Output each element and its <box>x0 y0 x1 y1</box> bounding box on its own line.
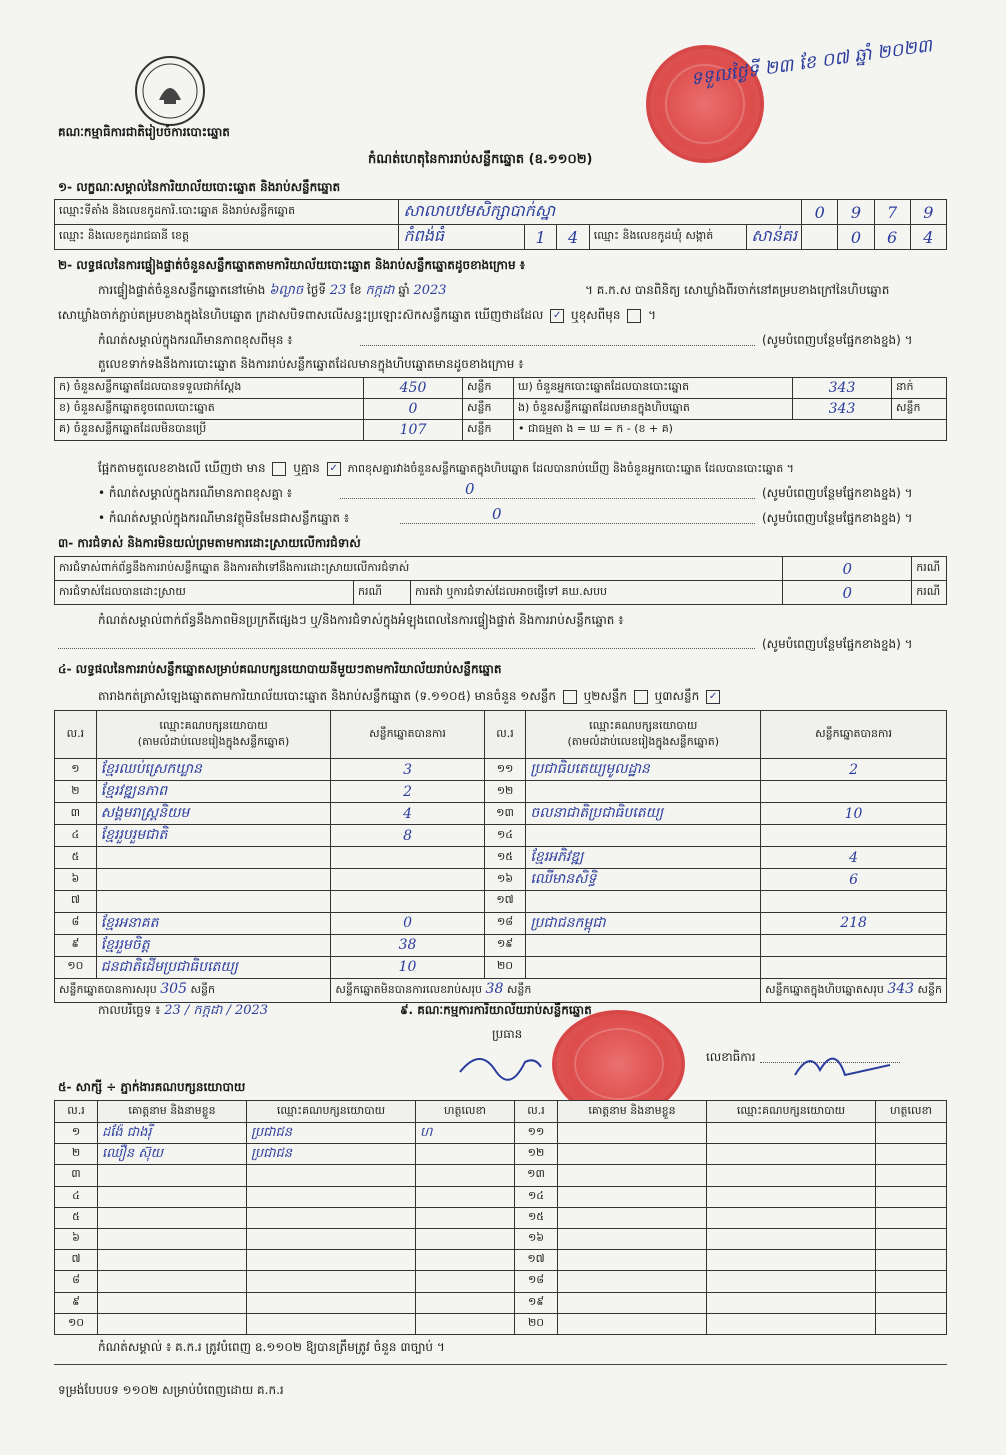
party-name <box>96 847 331 869</box>
diff-note-field[interactable] <box>360 345 755 346</box>
party-name <box>526 781 761 803</box>
witness-signature: ហ <box>416 1123 515 1144</box>
party-name: សង្គមរាស្ត្រនិយម <box>96 803 331 825</box>
witness-party <box>247 1250 416 1271</box>
form-note: ទម្រង់បែបបទ ១១០២ សម្រាប់បំពេញដោយ គ.ក.រ <box>58 1383 284 1397</box>
witness-row <box>55 1313 947 1334</box>
party-number: ១ <box>55 759 97 781</box>
witness-signature <box>876 1123 947 1144</box>
party-name <box>96 869 331 891</box>
result-row <box>55 825 947 847</box>
witness-signature <box>876 1165 947 1186</box>
party-name <box>526 891 761 913</box>
date-line: កាលបរិច្ឆេទ ៖ 23 / កក្កដា / 2023 <box>98 1003 269 1018</box>
party-name <box>526 825 761 847</box>
witness-name <box>558 1292 707 1313</box>
location-label: ឈ្មោះទីតាំង និងលេខកូដការិ.បោះឆ្នោត និងរាប់សន្លឹកឆ្នោត <box>55 200 399 225</box>
forwarded-count: 0 <box>783 581 912 605</box>
commune-digit: 6 <box>874 225 910 250</box>
stat-e-value: 343 <box>793 399 892 420</box>
witness-name <box>98 1228 247 1249</box>
witness-party <box>247 1207 416 1228</box>
witness-party <box>707 1313 876 1334</box>
province-value: កំពង់ធំ <box>399 225 525 250</box>
witness-signature <box>416 1207 515 1228</box>
witness-party <box>707 1228 876 1249</box>
party-votes <box>761 934 947 956</box>
stat-d-label: ឃ) ចំនួនអ្នកបោះឆ្នោតដែលបានបោះឆ្នោត <box>514 378 793 399</box>
witness-party <box>707 1123 876 1144</box>
verify-day: 23 <box>329 283 347 298</box>
result-row <box>55 803 947 825</box>
witness-party: ប្រជាជន <box>247 1123 416 1144</box>
witness-party <box>247 1313 416 1334</box>
one-sheet-checkbox[interactable] <box>563 690 577 704</box>
secretary-label: លេខាធិការ <box>706 1050 756 1064</box>
verify-line: ការផ្ទៀងផ្ទាត់ចំនួនសន្លឹកឆ្នោតនៅម៉ោង ៦ល្ងាច ថ្ងៃទី 23 ខែ កក្កដា ឆ្នាំ 2023 <box>98 283 447 298</box>
commune-value: សាន់គរ <box>747 225 802 250</box>
result-row <box>55 847 947 869</box>
verify-year: 2023 <box>413 283 447 298</box>
section2-heading: ២- លទ្ធផលនៃការផ្ទៀងផ្ទាត់ចំនួនសន្លឹកឆ្នោតតាមការិយាល័យបោះឆ្នោត និងរាប់សន្លឹកឆ្នោតដូចខាងក្រោម ៖ <box>58 258 526 272</box>
has-diff-checkbox[interactable] <box>272 462 286 476</box>
party-number: ១៤ <box>484 825 526 847</box>
footnote: កំណត់សម្គាល់ ៖ គ.ក.រ ត្រូវបំពេញ ឧ.១១០២ ឱ្យបានត្រឹមត្រូវ ចំនួន ៣ច្បាប់ ។ <box>98 1340 445 1354</box>
witness-number: ១១ <box>515 1123 558 1144</box>
party-name: ប្រជាធិបតេយ្យមូលដ្ឋាន <box>526 759 761 781</box>
party-name: ខ្មែរវឌ្ឍនភាព <box>96 781 331 803</box>
party-number: ១៥ <box>484 847 526 869</box>
party-votes <box>761 956 947 978</box>
witness-number: ១៨ <box>515 1271 558 1292</box>
witness-name <box>98 1250 247 1271</box>
commune-digit: 4 <box>910 225 946 250</box>
diff-note-label: កំណត់សម្គាល់ក្នុងករណីមានភាពខុសពីមុន ៖ <box>98 333 293 347</box>
received-note: ទទួលថ្ងៃទី ២៣ ខែ ០៧ ឆ្នាំ ២០២៣ <box>689 35 934 90</box>
document-page: គណៈកម្មាធិការជាតិរៀបចំការបោះឆ្នោត កំណត់ហេតុនៃការរាប់សន្លឹកឆ្នោត (ឧ.១១០២) ទទួលថ្ងៃទី ២៣ ខែ ០៧ ឆ្នាំ ២០២៣ ១- លក្ខណៈសម្គាល់នៃការិយាល័យបោះឆ្នោត និងរាប់សន្លឹកឆ្នោត ឈ្មោះទីតាំង និងលេខកូដការិ.បោះឆ្នោត និងរាប់សន្លឹកឆ្នោត សាលាបឋមសិក្សាបាក់ស្នា 0 9 7 9 ឈ្មោះ និងលេខកូដរាជធានី ខេត្ត កំពង់ធំ 1 4 ឈ្មោះ និងលេខកូដឃុំ សង្កាត់ សាន់គរ 0 6 4 ២- លទ្ធផលនៃការផ្ទៀងផ្ទាត់ចំនួនសន្លឹកឆ្នោតតាមការិយាល័យបោះឆ្នោត និងរាប់សន្លឹកឆ្នោតដូចខាងក្រោម ៖ ការផ្ទៀងផ្ទាត់ចំនួនសន្លឹកឆ្នោតនៅម៉ោង ៦ល្ងាច ថ្ងៃទី 23 ខែ កក្កដា ឆ្នាំ 2023 ។ គ.ក.ស បានពិនិត្យ សោឃ្លាំងពីរចាក់នៅគម្របខាងក្រៅនៃហិបឆ្នោត សោឃ្លាំងចាក់ភ្ជាប់គម្របខាងក្នុងនៃហិបឆ្នោត ក្រដាសបិទពាសលើសន្ទះប្រឡោះស៊កសន្លឹកឆ្នោត ឃើញថាដដែល ✓ ឬខុសពីមុន ។ កំណត់សម្គាល់ក្នុងករណីមានភាពខុសពីមុន ៖ (សូមបំពេញបន្ថែមផ្នែកខាងខ្នង) ។ តួលេខទាក់ទងនឹងការបោះឆ្នោត និងការរាប់សន្លឹកឆ្នោតដែលមានក្នុងហិបឆ្នោតមានដូចខាងក្រោម ៖ ក) ចំនួនសន្លឹកឆ្នោតដែលបានទទួលជាក់ស្តែង 450 សន្លឹក ឃ) ចំនួនអ្នកបោះឆ្នោតដែលបានបោះឆ្នោត 343 នាក់ ខ) ចំនួនសន្លឹកឆ្នោតខូចពេលបោះឆ្នោត 0 សន្លឹក ង) ចំនួនសន្លឹកឆ្នោតដែលមានក្នុងហិបឆ្នោត 343 សន្លឹក គ) ចំនួនសន្លឹកឆ្នោតដែលមិនបានប្រើ 107 សន្លឹក • ជាធម្មតា ង = ឃ = ក - (ខ + គ) ផ្អែកតាមតួលេខខាងលើ ឃើញថា មាន ឬគ្មាន ✓ ភាពខុសគ្នារវាងចំនួនសន្លឹកឆ្នោតក្នុងហិបឆ្នោត ដែលបានរាប់ឃើញ និងចំនួនអ្នកបោះឆ្នោត ដែលបានបោះឆ្នោត ។ • កំណត់សម្គាល់ក្នុងករណីមានភាពខុសគ្នា ៖ 0 (សូមបំពេញបន្ថែមផ្នែកខាងខ្នង) ។ • កំណត់សម្គាល់ក្នុងករណីមានវត្ថុមិនមែនជាសន្លឹកឆ្នោត ៖ 0 (សូមបំពេញបន្ថែមផ្នែកខាងខ្នង) ។ ៣- ការជំទាស់ និងការមិនយល់ព្រមតាមការដោះស្រាយលើការជំទាស់ ការជំទាស់ពាក់ព័ន្ធនឹងការរាប់សន្លឹកឆ្នោត និងការតវ៉ាទៅនឹងការដោះស្រាយលើការជំទាស់ 0 ករណី ការជំទាស់ដែលបានដោះស្រាយ ករណី ការតវ៉ា ឬការជំទាស់ដែលអាចផ្ញើទៅ គឃ.សបប 0 ករណី កំណត់សម្គាល់ពាក់ព័ន្ធនឹងភាពមិនប្រក្រតីផ្សេងៗ ឬ/និងការជំទាស់ក្នុងអំឡុងពេលនៃការផ្ទៀងផ្ទាត់ និងការរាប់សន្លឹកឆ្នោត ៖ (សូមបំពេញបន្ថែមផ្នែកខាងខ្នង) ។ ៤- លទ្ធផលនៃការរាប់សន្លឹកឆ្នោតសម្រាប់គណបក្សនយោបាយនីមួយៗតាមការិយាល័យរាប់សន្លឹកឆ្នោត តារាងកត់ត្រាសំឡេងឆ្នោតតាមការិយាល័យបោះឆ្នោត និងរាប់សន្លឹកឆ្នោត (ទ.១១០៥) មានចំនួន ១សន្លឹក ឬ២សន្លឹក ឬ៣សន្លឹក ✓ ល.រ ឈ្មោះគណបក្សនយោបាយ (តាមលំដាប់លេខរៀងក្នុងសន្លឹកឆ្នោត) សន្លឹកឆ្នោតបានការ ល.រ ឈ្មោះគណបក្សនយោបាយ (តាមលំដាប់លេខរៀងក្នុងសន្លឹកឆ្នោត) សន្លឹកឆ្នោតបានការ ១ ខ្មែរឈប់ស្រេកឃ្លាន 3 ១១ ប្រជាធិបតេយ្យមូលដ្ឋាន 2 ២ ខ្មែរវឌ្ឍនភាព 2 ១២ ៣ សង្គមរាស្ត្រនិយម 4 ១៣ ចលនាជាតិប្រជាធិបតេយ្យ 10 ៤ ខ្មែររួបរួមជាតិ 8 ១៤ ៥ ១៥ ខ្មែរអភិវឌ្ឍ 4 ៦ ១៦ ឈើមានសិទ្ធិ 6 ៧ ១៧ ៨ ខ្មែរអនាគត 0 ១៨ ប្រជាជនកម្ពុជា 218 ៩ ខ្មែររួមចិត្ត 38 ១៩ ១០ ជនជាតិដើមប្រជាធិបតេយ្យ 10 ២០ សន្លឹកឆ្នោតបានការសរុប 305 សន្លឹក សន្លឹកឆ្នោតមិនបានការលេខរាប់សរុប 38 សន្លឹក សន្លឹកឆ្នោតក្នុងហិបឆ្នោតសរុប 343 សន្លឹក កាលបរិច្ឆេទ ៖ 23 / កក្កដា / 2023 ៩. គណៈកម្មការការិយាល័យរាប់សន្លឹកឆ្នោត ប្រធាន លេខាធិការ ៥- សាក្សី ÷ ភ្នាក់ងារគណបក្សនយោបាយ ល.រ គោត្តនាម និងនាមខ្លួន ឈ្មោះគណបក្សនយោបាយ ហត្ថលេខា ល.រ គោត្តនាម និងនាមខ្លួន ឈ្មោះគណបក្សនយោបាយ ហត្ថលេខា ១ ដង៉ែ ជាងរ៉ី ប្រជាជន ហ ១១ ២ ឈឿន ស៊ុយ ប្រជាជន ១២ ៣ ១៣ ៤ ១៤ ៥ ១៥ ៦ ១៦ ៧ ១៧ ៨ ១៨ ៩ ១៩ ១០ ២០ កំណត់សម្គាល់ ៖ គ.ក.រ ត្រូវបំពេញ ឧ.១១០២ ឱ្យបានត្រឹមត្រូវ ចំនួន ៣ច្បាប់ ។ ទម្រង់បែបបទ ១១០២ សម្រាប់បំពេញដោយ គ.ក.រ <box>0 0 1006 1455</box>
org-name: គណៈកម្មាធិការជាតិរៀបចំការបោះឆ្នោត <box>58 125 230 139</box>
witness-party <box>707 1271 876 1292</box>
witness-party <box>247 1271 416 1292</box>
party-name: ខ្មែរឈប់ស្រេកឃ្លាន <box>96 759 331 781</box>
seal-check-line: សោឃ្លាំងចាក់ភ្ជាប់គម្របខាងក្នុងនៃហិបឆ្នោត ក្រដាសបិទពាសលើសន្ទះប្រឡោះស៊កសន្លឹកឆ្នោត ឃើញថាដដែល ✓ ឬខុសពីមុន ។ <box>58 308 657 322</box>
witness-name <box>558 1250 707 1271</box>
code-digit: 9 <box>910 200 946 225</box>
diff-count: 0 <box>465 480 475 498</box>
verify-time: ៦ល្ងាច <box>269 283 304 298</box>
party-votes: 8 <box>331 825 484 847</box>
president-signature <box>455 1042 545 1082</box>
witness-number: ៣ <box>55 1165 98 1186</box>
witness-name <box>98 1292 247 1313</box>
witness-signature <box>416 1292 515 1313</box>
party-name: ខ្មែររួបរួមជាតិ <box>96 825 331 847</box>
witness-name <box>558 1144 707 1165</box>
party-name <box>96 891 331 913</box>
total-invalid-label: សន្លឹកឆ្នោតមិនបានការលេខរាប់សរុប 38 សន្លឹក <box>331 978 761 1002</box>
party-number: ៩ <box>55 934 97 956</box>
result-row <box>55 934 947 956</box>
province-digit: 4 <box>557 225 589 250</box>
committee-label: ៩. គណៈកម្មការការិយាល័យរាប់សន្លឹកឆ្នោត <box>400 1003 592 1017</box>
witness-party <box>707 1144 876 1165</box>
result-row <box>55 781 947 803</box>
stat-b-value: 0 <box>364 399 463 420</box>
witness-party <box>707 1207 876 1228</box>
party-number: ១១ <box>484 759 526 781</box>
secretary-signature <box>790 1040 900 1085</box>
witness-name <box>558 1207 707 1228</box>
witness-number: ៦ <box>55 1228 98 1249</box>
result-row <box>55 869 947 891</box>
witness-party <box>707 1165 876 1186</box>
party-number: ៨ <box>55 912 97 934</box>
code-digit: 9 <box>838 200 874 225</box>
party-votes: 38 <box>331 934 484 956</box>
party-number: ២ <box>55 781 97 803</box>
witness-signature <box>416 1313 515 1334</box>
foreign-object-count: 0 <box>492 505 502 523</box>
party-votes <box>761 891 947 913</box>
result-row <box>55 759 947 781</box>
stat-a-label: ក) ចំនួនសន្លឹកឆ្នោតដែលបានទទួលជាក់ស្តែង <box>55 378 364 399</box>
party-votes: 4 <box>331 803 484 825</box>
witness-name: ឈឿន ស៊ុយ <box>98 1144 247 1165</box>
witness-number: ៩ <box>55 1292 98 1313</box>
stat-b-label: ខ) ចំនួនសន្លឹកឆ្នោតខូចពេលបោះឆ្នោត <box>55 399 364 420</box>
witness-name <box>558 1271 707 1292</box>
witness-signature <box>416 1271 515 1292</box>
witness-number: ១៥ <box>515 1207 558 1228</box>
commune-digit: 0 <box>838 225 874 250</box>
witness-signature <box>876 1271 947 1292</box>
section1-heading: ១- លក្ខណៈសម្គាល់នៃការិយាល័យបោះឆ្នោត និងរាប់សន្លឹកឆ្នោត <box>58 180 341 194</box>
witness-row <box>55 1123 947 1144</box>
party-number: ២០ <box>484 956 526 978</box>
witness-name <box>558 1228 707 1249</box>
witness-number: ៨ <box>55 1271 98 1292</box>
witness-party <box>247 1186 416 1207</box>
party-number: ៦ <box>55 869 97 891</box>
party-votes: 3 <box>331 759 484 781</box>
witness-number: ១៩ <box>515 1292 558 1313</box>
result-row <box>55 956 947 978</box>
party-number: ១៩ <box>484 934 526 956</box>
stat-e-label: ង) ចំនួនសន្លឹកឆ្នោតដែលមានក្នុងហិបឆ្នោត <box>514 399 793 420</box>
witness-signature <box>876 1313 947 1334</box>
three-sheet-checkbox[interactable]: ✓ <box>706 690 720 704</box>
stat-formula: • ជាធម្មតា ង = ឃ = ក - (ខ + គ) <box>514 420 947 441</box>
foreign-note-field[interactable] <box>400 523 755 524</box>
party-name: ខ្មែររួមចិត្ត <box>96 934 331 956</box>
party-number: ១២ <box>484 781 526 803</box>
complaints-table: ការជំទាស់ពាក់ព័ន្ធនឹងការរាប់សន្លឹកឆ្នោត និងការតវ៉ាទៅនឹងការដោះស្រាយលើការជំទាស់ 0 ករណី ការជំទាស់ដែលបានដោះស្រាយ ករណី ការតវ៉ា ឬការជំទាស់ដែលអាចផ្ញើទៅ គឃ.សបប 0 ករណី <box>54 556 947 605</box>
discrepancy-line: ផ្អែកតាមតួលេខខាងលើ ឃើញថា មាន ឬគ្មាន ✓ ភាពខុសគ្នារវាងចំនួនសន្លឹកឆ្នោតក្នុងហិបឆ្នោត ដែលបានរាប់ឃើញ និងចំនួនអ្នកបោះឆ្នោត ដែលបានបោះឆ្នោត ។ <box>98 461 794 475</box>
party-votes: 6 <box>761 869 947 891</box>
party-votes <box>331 869 484 891</box>
witness-number: ១ <box>55 1123 98 1144</box>
witness-party <box>707 1292 876 1313</box>
witness-number: ៤ <box>55 1186 98 1207</box>
figures-intro: តួលេខទាក់ទងនឹងការបោះឆ្នោត និងការរាប់សន្លឹកឆ្នោតដែលមានក្នុងហិបឆ្នោតមានដូចខាងក្រោម ៖ <box>98 357 524 371</box>
witness-name <box>558 1165 707 1186</box>
witness-row <box>55 1186 947 1207</box>
page-title: កំណត់ហេតុនៃការរាប់សន្លឹកឆ្នោត (ឧ.១១០២) <box>368 152 593 167</box>
witness-signature <box>416 1228 515 1249</box>
diff-note-field-2[interactable] <box>340 498 755 499</box>
party-votes: 10 <box>331 956 484 978</box>
witness-signature <box>876 1207 947 1228</box>
party-votes <box>761 781 947 803</box>
witness-party: ប្រជាជន <box>247 1144 416 1165</box>
verify-month: កក្កដា <box>365 283 395 298</box>
witness-row <box>55 1292 947 1313</box>
province-label: ឈ្មោះ និងលេខកូដរាជធានី ខេត្ត <box>55 225 399 250</box>
code-digit: 0 <box>802 200 838 225</box>
footer-divider <box>54 1364 947 1365</box>
witness-party <box>707 1250 876 1271</box>
party-votes <box>331 891 484 913</box>
location-value: សាលាបឋមសិក្សាបាក់ស្នា <box>399 200 802 225</box>
tally-sheet-line: តារាងកត់ត្រាសំឡេងឆ្នោតតាមការិយាល័យបោះឆ្នោត និងរាប់សន្លឹកឆ្នោត (ទ.១១០៥) មានចំនួន ១សន្លឹក ឬ២សន្លឹក ឬ៣សន្លឹក ✓ <box>98 689 723 704</box>
witness-party <box>707 1186 876 1207</box>
party-number: ១៧ <box>484 891 526 913</box>
witness-number: ២០ <box>515 1313 558 1334</box>
witness-row <box>55 1165 947 1186</box>
witness-party <box>247 1165 416 1186</box>
province-digit: 1 <box>524 225 556 250</box>
witness-signature <box>876 1186 947 1207</box>
witness-row <box>55 1271 947 1292</box>
witness-row <box>55 1144 947 1165</box>
witness-signature <box>876 1144 947 1165</box>
party-votes: 2 <box>761 759 947 781</box>
witness-number: ៥ <box>55 1207 98 1228</box>
stat-a-value: 450 <box>364 378 463 399</box>
party-name: ជនជាតិដើមប្រជាធិបតេយ្យ <box>96 956 331 978</box>
same-checkbox[interactable]: ✓ <box>550 309 564 323</box>
witness-row <box>55 1207 947 1228</box>
party-name: ខ្មែរអនាគត <box>96 912 331 934</box>
party-votes <box>331 847 484 869</box>
witness-party <box>247 1228 416 1249</box>
witness-signature <box>876 1292 947 1313</box>
irregularity-note: កំណត់សម្គាល់ពាក់ព័ន្ធនឹងភាពមិនប្រក្រតីផ្សេងៗ ឬ/និងការជំទាស់ក្នុងអំឡុងពេលនៃការផ្ទៀងផ្ទាត់ និងការរាប់សន្លឹកឆ្នោត ៖ <box>98 613 624 627</box>
witness-row <box>55 1250 947 1271</box>
ballot-stats-table: ក) ចំនួនសន្លឹកឆ្នោតដែលបានទទួលជាក់ស្តែង 450 សន្លឹក ឃ) ចំនួនអ្នកបោះឆ្នោតដែលបានបោះឆ្នោត 343 នាក់ ខ) ចំនួនសន្លឹកឆ្នោតខូចពេលបោះឆ្នោត 0 សន្លឹក ង) ចំនួនសន្លឹកឆ្នោតដែលមានក្នុងហិបឆ្នោត 343 សន្លឹក គ) ចំនួនសន្លឹកឆ្នោតដែលមិនបានប្រើ 107 សន្លឹក • ជាធម្មតា ង = ឃ = ក - (ខ + គ) <box>54 377 947 441</box>
total-box-label: សន្លឹកឆ្នោតក្នុងហិបឆ្នោតសរុប 343 សន្លឹក <box>761 978 947 1002</box>
party-name <box>526 934 761 956</box>
code-digit: 7 <box>874 200 910 225</box>
witness-signature <box>416 1165 515 1186</box>
party-votes <box>761 825 947 847</box>
section5-heading: ៥- សាក្សី ÷ ភ្នាក់ងារគណបក្សនយោបាយ <box>58 1080 246 1094</box>
party-name: ប្រជាជនកម្ពុជា <box>526 912 761 934</box>
party-number: ១៦ <box>484 869 526 891</box>
party-number: ១០ <box>55 956 97 978</box>
witness-number: ២ <box>55 1144 98 1165</box>
section3-heading: ៣- ការជំទាស់ និងការមិនយល់ព្រមតាមការដោះស្រាយលើការជំទាស់ <box>58 536 361 550</box>
witness-signature <box>416 1250 515 1271</box>
party-name: ចលនាជាតិប្រជាធិបតេយ្យ <box>526 803 761 825</box>
resolved-label: ការជំទាស់ដែលបានដោះស្រាយ <box>55 581 354 605</box>
witness-name <box>558 1313 707 1334</box>
no-diff-checkbox[interactable]: ✓ <box>327 462 341 476</box>
witness-signature <box>876 1228 947 1249</box>
party-name: ខ្មែរអភិវឌ្ឍ <box>526 847 761 869</box>
witness-signature <box>416 1144 515 1165</box>
party-number: ៤ <box>55 825 97 847</box>
total-valid-label: សន្លឹកឆ្នោតបានការសរុប 305 សន្លឹក <box>55 978 331 1002</box>
complaint-count: 0 <box>783 557 912 581</box>
party-votes: 218 <box>761 912 947 934</box>
emblem-seal-icon <box>135 56 205 126</box>
party-number: ៧ <box>55 891 97 913</box>
stat-c-value: 107 <box>364 420 463 441</box>
party-votes: 4 <box>761 847 947 869</box>
stat-d-value: 343 <box>793 378 892 399</box>
complaint-label: ការជំទាស់ពាក់ព័ន្ធនឹងការរាប់សន្លឹកឆ្នោត និងការតវ៉ាទៅនឹងការដោះស្រាយលើការជំទាស់ <box>55 557 783 581</box>
forwarded-label: ការតវ៉ា ឬការជំទាស់ដែលអាចផ្ញើទៅ គឃ.សបប <box>411 581 783 605</box>
party-number: ៥ <box>55 847 97 869</box>
witness-row <box>55 1228 947 1249</box>
witness-name: ដង៉ែ ជាងរ៉ី <box>98 1123 247 1144</box>
location-table <box>54 199 947 250</box>
commune-label: ឈ្មោះ និងលេខកូដឃុំ សង្កាត់ <box>589 225 747 250</box>
total-box-value: 343 <box>887 981 915 997</box>
witness-signature <box>416 1186 515 1207</box>
two-sheet-checkbox[interactable] <box>634 690 648 704</box>
results-table: ល.រ ឈ្មោះគណបក្សនយោបាយ (តាមលំដាប់លេខរៀងក្នុងសន្លឹកឆ្នោត) សន្លឹកឆ្នោតបានការ ល.រ ឈ្មោះគណបក្សនយោបាយ (តាមលំដាប់លេខរៀងក្នុងសន្លឹកឆ្នោត) សន្លឹកឆ្នោតបានការ ១ ខ្មែរឈប់ស្រេកឃ្លាន 3 ១១ ប្រជាធិបតេយ្យមូលដ្ឋាន 2 ២ ខ្មែរវឌ្ឍនភាព 2 ១២ ៣ សង្គមរាស្ត្រនិយម 4 ១៣ ចលនាជាតិប្រជាធិបតេយ្យ 10 ៤ ខ្មែររួបរួមជាតិ 8 ១៤ ៥ ១៥ ខ្មែរអភិវឌ្ឍ 4 ៦ ១៦ ឈើមានសិទ្ធិ 6 ៧ ១៧ ៨ ខ្មែរអនាគត 0 ១៨ ប្រជាជនកម្ពុជា 218 ៩ ខ្មែររួមចិត្ត 38 ១៩ ១០ ជនជាតិដើមប្រជាធិបតេយ្យ 10 ២០ សន្លឹកឆ្នោតបានការសរុប 305 សន្លឹក សន្លឹកឆ្នោតមិនបានការលេខរាប់សរុប 38 សន្លឹក សន្លឹកឆ្នោតក្នុងហិបឆ្នោតសរុប 343 សន្លឹក <box>54 710 947 1003</box>
witness-name <box>98 1186 247 1207</box>
result-row <box>55 891 947 913</box>
witness-name <box>558 1123 707 1144</box>
witness-party <box>247 1292 416 1313</box>
witness-table: ល.រ គោត្តនាម និងនាមខ្លួន ឈ្មោះគណបក្សនយោបាយ ហត្ថលេខា ល.រ គោត្តនាម និងនាមខ្លួន ឈ្មោះគណបក្សនយោបាយ ហត្ថលេខា ១ ដង៉ែ ជាងរ៉ី ប្រជាជន ហ ១១ ២ ឈឿន ស៊ុយ ប្រជាជន ១២ ៣ ១៣ ៤ ១៤ ៥ ១៥ ៦ ១៦ ៧ ១៧ ៨ ១៨ ៩ ១៩ ១០ ២០ <box>54 1100 947 1335</box>
irregularity-field[interactable] <box>58 648 755 649</box>
party-votes: 2 <box>331 781 484 803</box>
total-valid-value: 305 <box>160 981 187 997</box>
different-checkbox[interactable] <box>627 309 641 323</box>
president-label: ប្រធាន <box>492 1027 523 1041</box>
witness-name <box>98 1165 247 1186</box>
witness-number: ១០ <box>55 1313 98 1334</box>
witness-name <box>558 1186 707 1207</box>
party-name <box>526 956 761 978</box>
party-votes: 10 <box>761 803 947 825</box>
signing-date: 23 / កក្កដា / 2023 <box>164 1003 269 1018</box>
total-invalid-value: 38 <box>485 981 504 997</box>
result-row <box>55 912 947 934</box>
witness-signature <box>876 1250 947 1271</box>
witness-number: ១២ <box>515 1144 558 1165</box>
party-name: ឈើមានសិទ្ធិ <box>526 869 761 891</box>
witness-number: ១៣ <box>515 1165 558 1186</box>
witness-name <box>98 1313 247 1334</box>
witness-number: ៧ <box>55 1250 98 1271</box>
party-number: ៣ <box>55 803 97 825</box>
witness-number: ១៤ <box>515 1186 558 1207</box>
party-number: ១៣ <box>484 803 526 825</box>
witness-number: ១៧ <box>515 1250 558 1271</box>
witness-name <box>98 1271 247 1292</box>
witness-number: ១៦ <box>515 1228 558 1249</box>
party-number: ១៨ <box>484 912 526 934</box>
witness-name <box>98 1207 247 1228</box>
party-votes: 0 <box>331 912 484 934</box>
stat-c-label: គ) ចំនួនសន្លឹកឆ្នោតដែលមិនបានប្រើ <box>55 420 364 441</box>
section4-heading: ៤- លទ្ធផលនៃការរាប់សន្លឹកឆ្នោតសម្រាប់គណបក្សនយោបាយនីមួយៗតាមការិយាល័យរាប់សន្លឹកឆ្នោត <box>58 662 502 676</box>
